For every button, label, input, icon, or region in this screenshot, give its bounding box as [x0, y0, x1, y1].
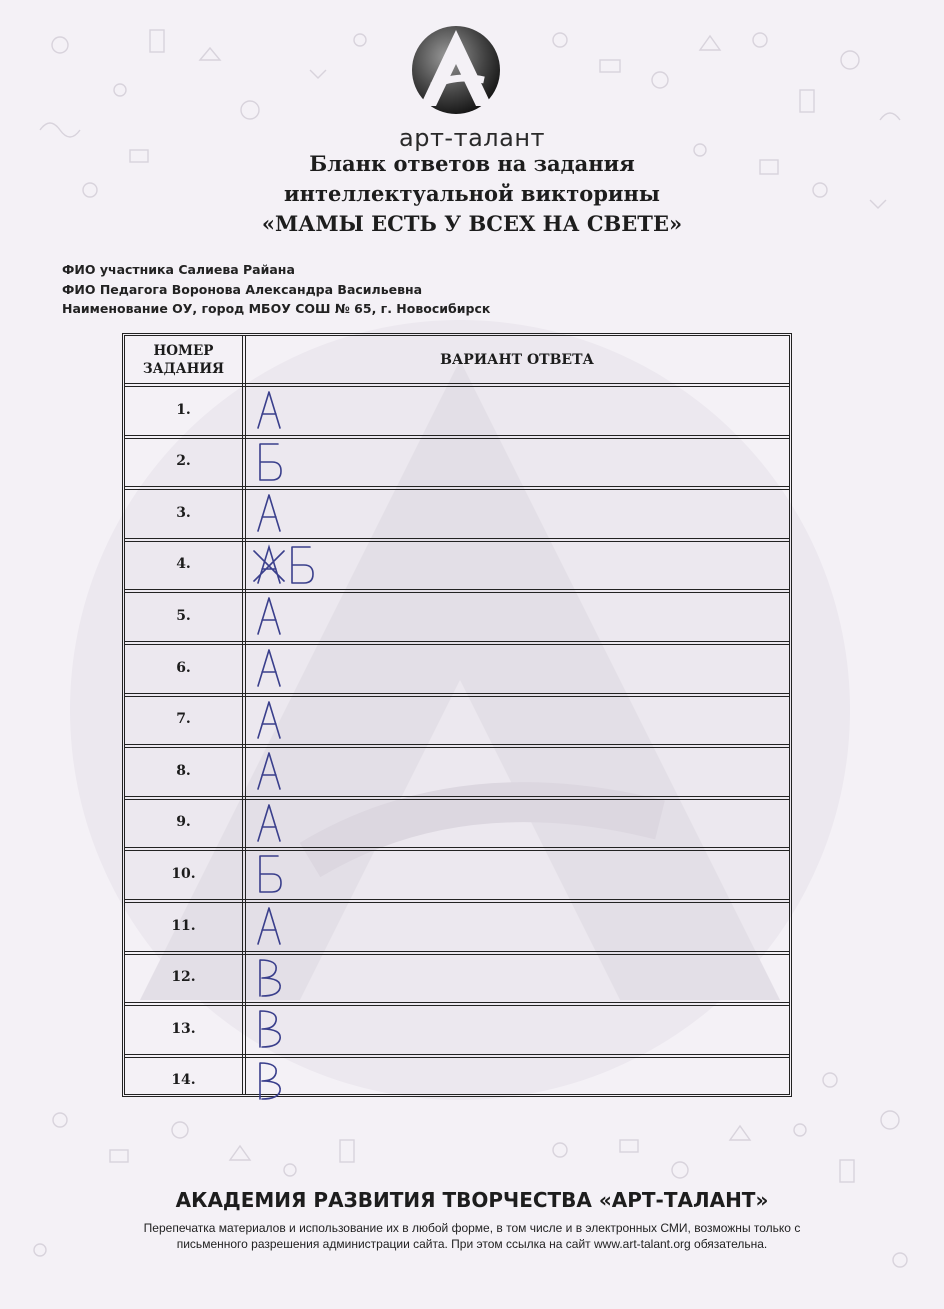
handwritten-answer: [252, 902, 782, 949]
form-title-line-1: Бланк ответов на задания: [309, 151, 635, 176]
task-number: 2.: [176, 453, 191, 470]
handwritten-answer: [252, 644, 782, 691]
task-number: 12.: [171, 969, 196, 986]
teacher-name: ФИО Педагога Воронова Александра Васильевна: [62, 282, 423, 297]
handwritten-answer: [252, 799, 782, 846]
handwritten-answer: [252, 696, 782, 743]
handwritten-answer: [252, 592, 782, 639]
footer-note-line-1: Перепечатка материалов и использование их в любой форме, в том числе и в электронных СМИ, возможны только с: [143, 1221, 801, 1235]
handwritten-answer: [252, 1005, 782, 1052]
task-number: 13.: [171, 1020, 196, 1037]
brand-name: арт-талант: [399, 124, 545, 152]
task-number: 7.: [176, 711, 191, 728]
task-number: 1.: [176, 401, 191, 418]
task-number: 4.: [176, 556, 191, 573]
handwritten-answer: [252, 954, 782, 1001]
task-number: 14.: [171, 1072, 196, 1089]
form-title-line-3: «МАМЫ ЕСТЬ У ВСЕХ НА СВЕТЕ»: [261, 211, 683, 236]
task-number: 3.: [176, 504, 191, 521]
school-name: Наименование ОУ, город МБОУ СОШ № 65, г. Новосибирск: [62, 301, 491, 316]
column-header-answer: ВАРИАНТ ОТВЕТА: [440, 352, 594, 368]
footer-title: АКАДЕМИЯ РАЗВИТИЯ ТВОРЧЕСТВА «АРТ-ТАЛАНТ»: [175, 1188, 769, 1212]
footer-note-line-2: письменного разрешения администрации сайта. При этом ссылка на сайт www.art-talant.org обязательна.: [176, 1237, 768, 1251]
task-number: 6.: [176, 659, 191, 676]
task-number: 9.: [176, 814, 191, 831]
handwritten-answer: [252, 489, 782, 536]
handwritten-answer: [252, 850, 782, 897]
task-number: 8.: [176, 762, 191, 779]
task-number: 5.: [176, 607, 191, 624]
participant-name: ФИО участника Салиева Райана: [62, 262, 295, 277]
column-header-number: НОМЕР ЗАДАНИЯ: [142, 343, 225, 377]
form-title-line-2: интеллектуальной викторины: [284, 181, 660, 206]
handwritten-answer: [252, 438, 782, 485]
table-column-divider: [242, 335, 246, 1095]
task-number: 10.: [171, 865, 196, 882]
task-number: 11.: [171, 917, 196, 934]
handwritten-answer: [252, 747, 782, 794]
handwritten-answer: [252, 1057, 782, 1104]
footer-note: [90, 1220, 854, 1252]
art-talant-logo: [410, 22, 502, 118]
handwritten-answer: [252, 541, 782, 588]
handwritten-answer: [252, 386, 782, 433]
